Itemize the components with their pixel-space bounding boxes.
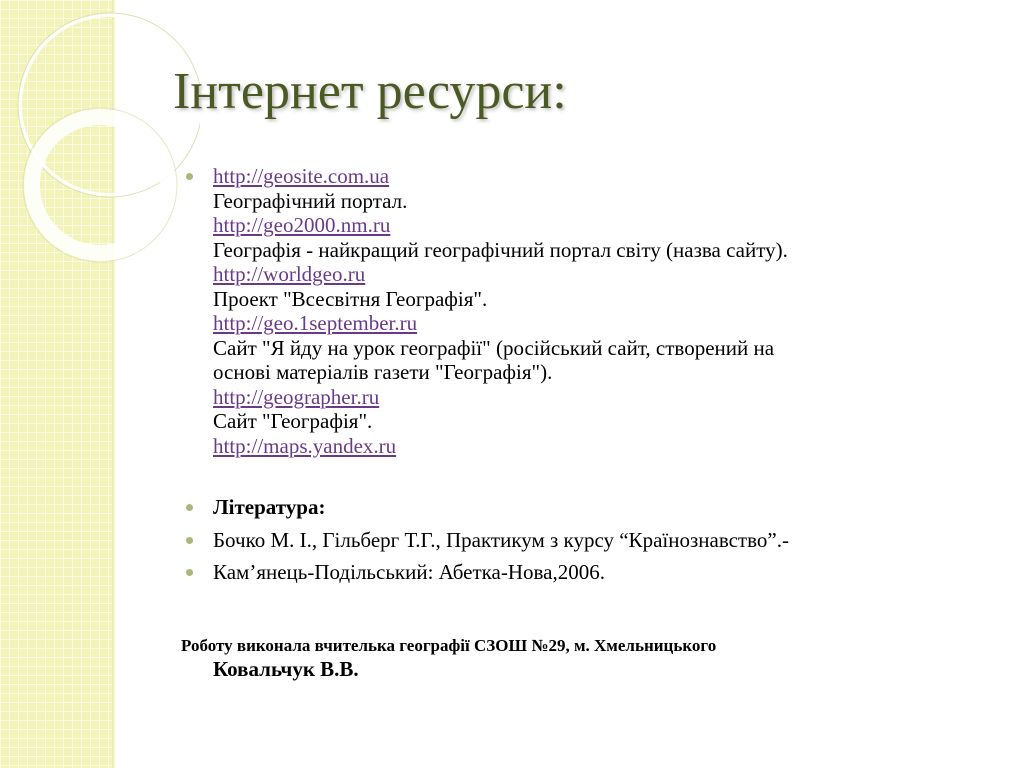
- resource-link-geosite[interactable]: http://geosite.com.ua: [213, 164, 390, 188]
- decorative-circles: [0, 0, 200, 300]
- literature-item: [186, 560, 986, 585]
- resource-desc-1september-cont: основі матеріалів газети "Географія").: [213, 360, 553, 384]
- resource-desc-geosite: Географічний портал.: [213, 188, 408, 213]
- author-credit: Роботу виконала вчителька географії СЗОШ №29, м. Хмельницького: [181, 636, 717, 655]
- resource-link-geographer[interactable]: http://geographer.ru: [213, 384, 380, 409]
- resource-link-1september[interactable]: http://geo.1september.ru: [213, 311, 418, 335]
- bullet-icon: [186, 504, 193, 511]
- resource-link-yandex-maps[interactable]: http://maps.yandex.ru: [213, 433, 397, 458]
- literature-item: [186, 528, 986, 553]
- slide-content: [186, 164, 986, 585]
- author-name: Ковальчук В.В.: [213, 657, 359, 681]
- bullet-icon: [186, 537, 193, 544]
- literature-heading-item: [186, 495, 986, 520]
- resource-desc-geographer: Сайт "Географія".: [213, 409, 373, 433]
- resource-desc-worldgeo: Проект "Всесвітня Географія".: [213, 286, 488, 311]
- bullet-icon: [186, 173, 193, 180]
- resources-list-item: [186, 164, 986, 458]
- slide-title: Інтернет ресурси:: [173, 63, 567, 120]
- resource-desc-geo2000: Географія - найкращий географічний портал світу (назва сайту).: [213, 237, 788, 262]
- resource-link-geo2000[interactable]: http://geo2000.nm.ru: [213, 213, 391, 237]
- bullet-icon: [186, 569, 193, 576]
- resource-link-worldgeo[interactable]: http://worldgeo.ru: [213, 262, 366, 286]
- literature-heading: Література:: [213, 495, 326, 519]
- literature-text-2: Кам’янець-Подільський: Абетка-Нова,2006.: [213, 560, 605, 584]
- resource-desc-1september: Сайт "Я йду на урок географії" (російський сайт, створений на: [213, 335, 775, 360]
- literature-text-1: Бочко М. І., Гільберг Т.Г., Практикум з курсу “Країнознавство”.-: [213, 527, 789, 552]
